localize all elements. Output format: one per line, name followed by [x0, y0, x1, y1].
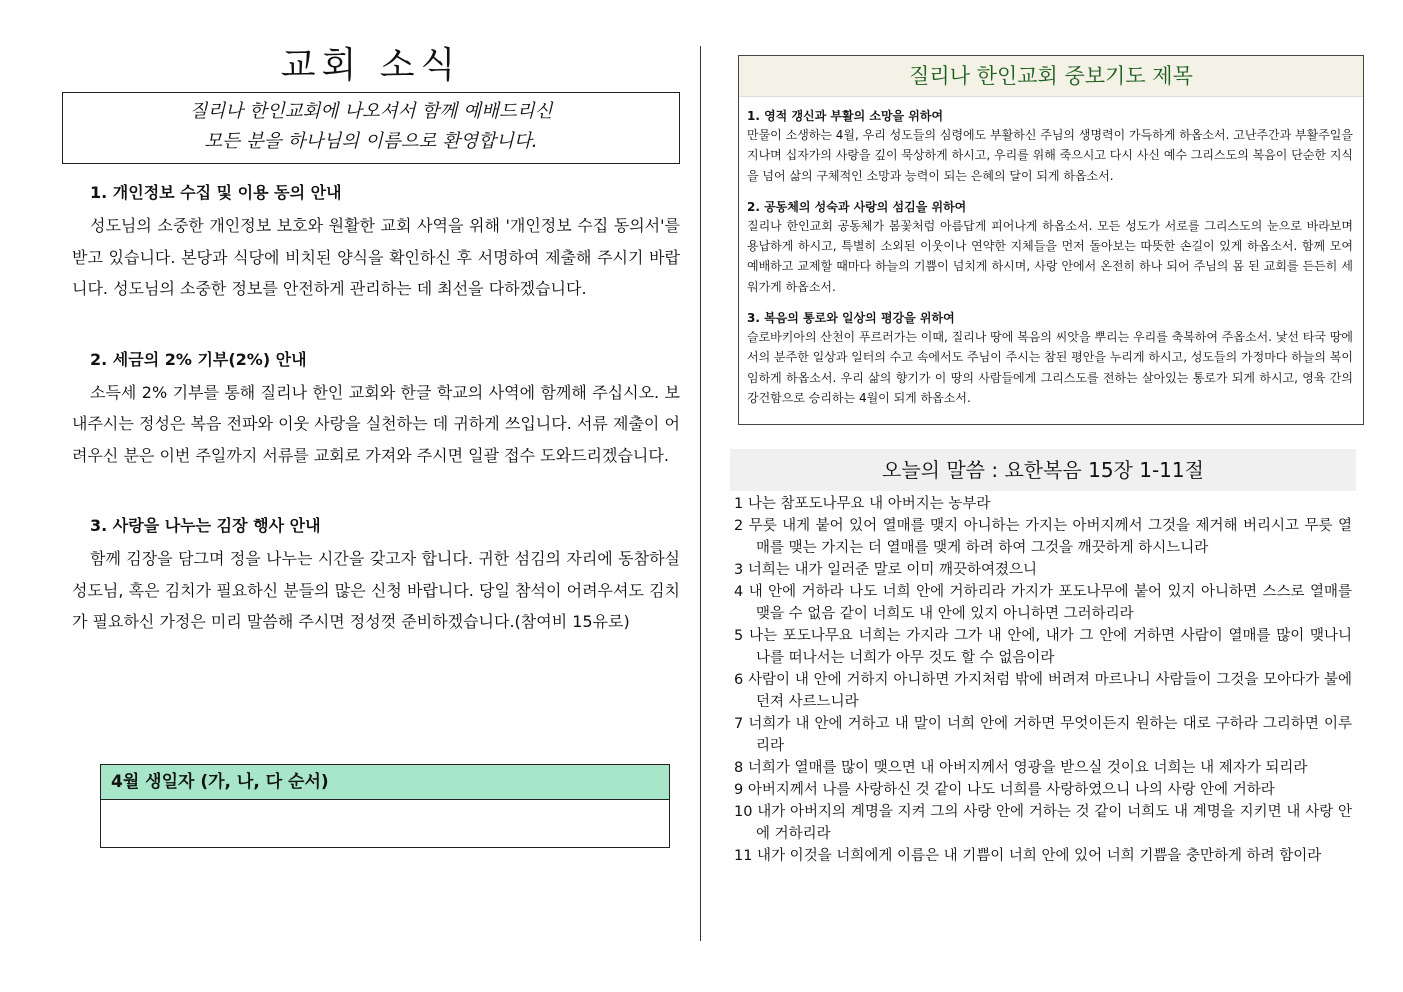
- verse: 4 내 안에 거하라 나도 너희 안에 거하리라 가지가 포도나무에 붙어 있지 아니하면 스스로 열매를 맺을 수 없음 같이 너희도 내 안에 있지 아니하면 그러하리라: [734, 584, 1352, 623]
- notice-title: 3. 사랑을 나누는 김장 행사 안내: [90, 516, 321, 535]
- verse: 2 무릇 내게 붙어 있어 열매를 맺지 아니하는 가지는 아버지께서 그것을 제거해 버리시고 무릇 열매를 맺는 가지는 더 열매를 맺게 하려 하여 그것을 깨끗하게 하시느니라: [734, 518, 1352, 557]
- scripture-verses: [734, 493, 1352, 867]
- scripture-title: 오늘의 말씀 : 요한복음 15장 1-11절: [730, 449, 1356, 491]
- notice-privacy: [72, 182, 680, 305]
- notice-kimjang: [72, 515, 680, 638]
- prayer-item-title: 2. 공동체의 성숙과 사랑의 섬김을 위하여: [747, 199, 967, 214]
- verse: 6 사람이 내 안에 거하지 아니하면 가지처럼 밖에 버려져 마르나니 사람들이 그것을 모아다가 불에 던져 사르느니라: [734, 672, 1352, 711]
- verse: 9 아버지께서 나를 사랑하신 것 같이 나도 너희를 사랑하였으니 나의 사랑 안에 거하라: [734, 782, 1275, 799]
- notice-body: 성도님의 소중한 개인정보 보호와 원활한 교회 사역을 위해 '개인정보 수집 동의서'를 받고 있습니다. 본당과 식당에 비치된 양식을 확인하신 후 서명하여 제출해 주시기 바랍니다. 성도님의 소중한 정보를 안전하게 관리하는 데 최선을 다하겠습니다.: [72, 216, 680, 298]
- welcome-line-2: 모든 분을 하나님의 이름으로 환영합니다.: [204, 131, 538, 152]
- prayer-box: [738, 55, 1364, 425]
- prayer-body: [739, 97, 1363, 424]
- verse: 8 너희가 열매를 많이 맺으면 내 아버지께서 영광을 받으실 것이요 너희는 내 제자가 되리라: [734, 760, 1308, 777]
- notice-title: 2. 세금의 2% 기부(2%) 안내: [90, 349, 307, 369]
- verse: 3 너희는 내가 일러준 말로 이미 깨끗하여졌으니: [734, 562, 1038, 579]
- notice-body: 소득세 2% 기부를 통해 질리나 한인 교회와 한글 학교의 사역에 함께해 주십시오. 보내주시는 정성은 복음 전파와 이웃 사랑을 실천하는 데 귀하게 쓰입니다. 서류 제출이 어려우신 분은 이번 주일까지 서류를 교회로 가져와 주시면 일괄 접수 도와드리겠습니다.: [72, 382, 680, 465]
- prayer-item-text: 만물이 소생하는 4월, 우리 성도들의 심령에도 부활하신 주님의 생명력이 가득하게 하옵소서. 고난주간과 부활주일을 지나며 십자가의 사랑을 깊이 묵상하게 하시고, 우리를 위해 죽으시고 다시 사신 예수 그리스도의 복음이 단순한 지식을 넘어 삶의 구체적인 소망과 능력이 되는 은혜의 달이 되게 하옵소서.: [747, 128, 1353, 183]
- right-column: [728, 55, 1368, 867]
- prayer-title: 질리나 한인교회 중보기도 제목: [739, 56, 1363, 97]
- welcome-box: [62, 92, 680, 164]
- prayer-item-title: 3. 복음의 통로와 일상의 평강을 위하여: [747, 311, 955, 326]
- verse: 11 내가 이것을 너희에게 이름은 내 기쁨이 너희 안에 있어 너희 기쁨을 충만하게 하려 함이라: [734, 848, 1322, 865]
- page-title: 교회 소식: [280, 45, 462, 86]
- prayer-item-text: 슬로바키아의 산천이 푸르러가는 이때, 질리나 땅에 복음의 씨앗을 뿌리는 우리를 축복하여 주옵소서. 낯선 타국 땅에서의 분주한 일상과 일터의 수고 속에서도 주님이 주시는 참된 평안을 누리게 하시고, 성도들의 가정마다 하늘의 복이 임하게 하옵소서. 우리 삶의 향기가 이 땅의 사람들에게 그리스도를 전하는 살아있는 통로가 되게 하시고, 영육 간의 강건함으로 승리하는 4월이 되게 하옵소서.: [747, 330, 1354, 405]
- notice-tax-donation: [72, 349, 680, 472]
- birthday-title: 4월 생일자 (가, 나, 다 순서): [101, 765, 669, 800]
- church-news-column: [62, 40, 680, 638]
- prayer-item-text: 질리나 한인교회 공동체가 봄꽃처럼 아름답게 피어나게 하옵소서. 모든 성도가 서로를 그리스도의 눈으로 바라보며 용납하게 하시고, 특별히 소외된 이웃이나 연약한 지체들을 먼저 돌아보는 따뜻한 손길이 있게 하옵소서. 함께 모여 예배하고 교제할 때마다 하늘의 기쁨이 넘치게 하시며, 사랑 안에서 온전히 하나 되어 주님의 몸 된 교회를 든든히 세워가게 하옵소서.: [747, 218, 1353, 294]
- prayer-item-title: 1. 영적 갱신과 부활의 소망을 위하여: [747, 109, 944, 123]
- welcome-line-1: 질리나 한인교회에 나오셔서 함께 예배드리신: [189, 101, 553, 122]
- birthday-box: [100, 764, 670, 848]
- verse: 5 나는 포도나무요 너희는 가지라 그가 내 안에, 내가 그 안에 거하면 사람이 열매를 많이 맺나니 나를 떠나서는 너희가 아무 것도 할 수 없음이라: [734, 628, 1352, 667]
- verse: 10 내가 아버지의 계명을 지켜 그의 사랑 안에 거하는 것 같이 너희도 내 계명을 지키면 내 사랑 안에 거하리라: [734, 804, 1352, 843]
- verse: 1 나는 참포도나무요 내 아버지는 농부라: [734, 496, 991, 513]
- column-divider: [700, 46, 701, 941]
- notice-title: 1. 개인정보 수집 및 이용 동의 안내: [90, 183, 342, 202]
- verse: 7 너희가 내 안에 거하고 내 말이 너희 안에 거하면 무엇이든지 원하는 대로 구하라 그리하면 이루리라: [734, 716, 1352, 755]
- notice-body: 함께 김장을 담그며 정을 나누는 시간을 갖고자 합니다. 귀한 섬김의 자리에 동참하실 성도님, 혹은 김치가 필요하신 분들의 많은 신청 바랍니다. 당일 참석이 어려우셔도 김치가 필요하신 가정은 미리 말씀해 주시면 정성껏 준비하겠습니다.(참여비 15유로): [72, 549, 680, 631]
